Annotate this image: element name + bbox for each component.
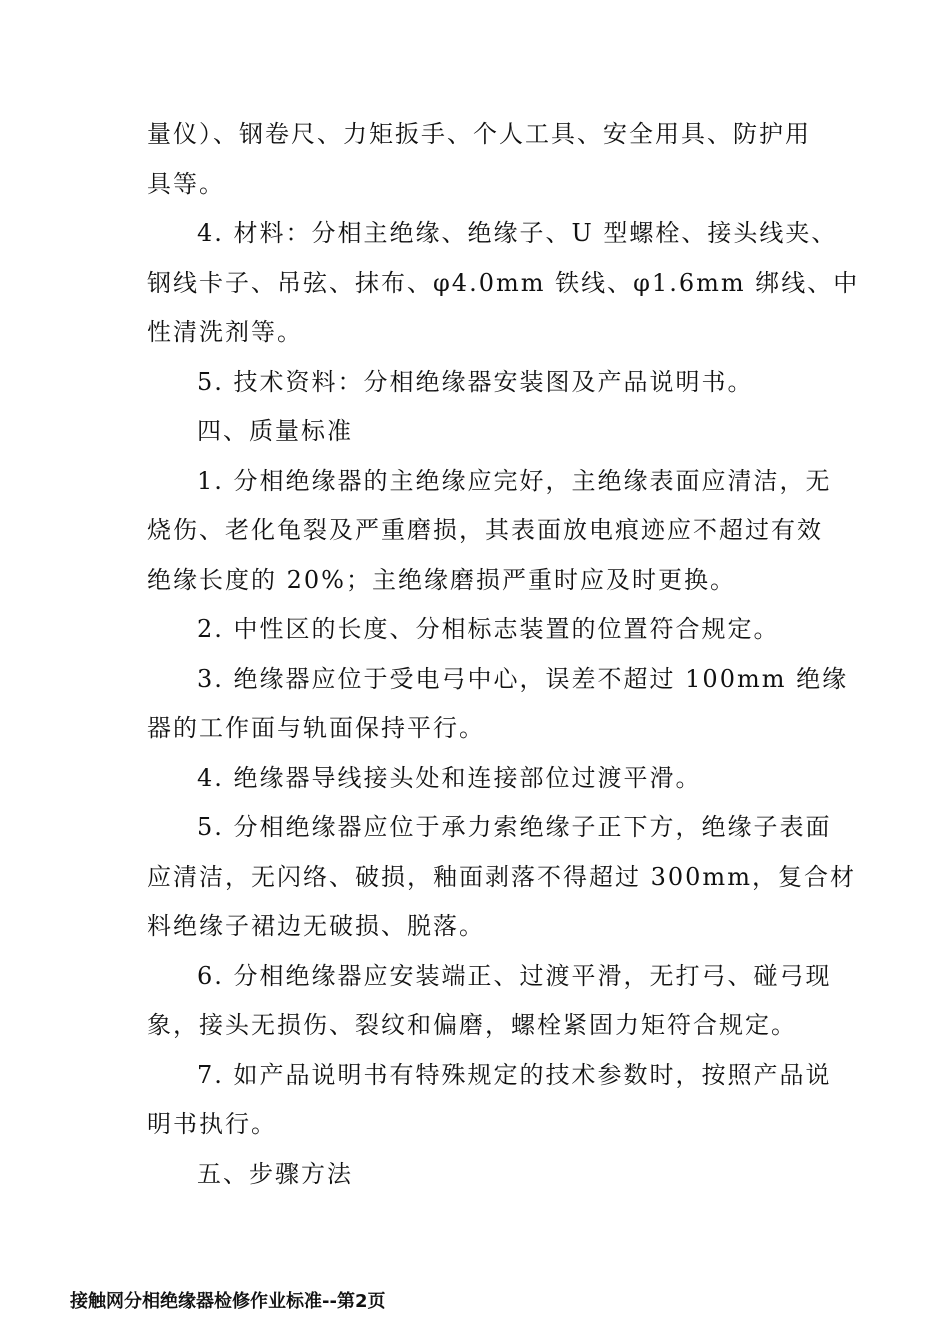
text-line-5: 性清洗剂等。 — [147, 318, 303, 346]
text-line-17: 料绝缘子裙边无破损、脱落。 — [147, 912, 485, 940]
text-line-4: 钢线卡子、吊弦、抹布、φ4.0mm 铁线、φ1.6mm 绑线、中 — [147, 268, 860, 297]
text-line-1: 量仪）、钢卷尺、力矩扳手、个人工具、安全用具、防护用 — [147, 120, 811, 148]
document-body — [147, 110, 860, 1199]
text-line-13: 器的工作面与轨面保持平行。 — [147, 714, 485, 742]
section-heading-steps: 五、步骤方法 — [197, 1159, 353, 1188]
text-line-6: 5. 技术资料：分相绝缘器安装图及产品说明书。 — [197, 367, 754, 396]
text-line-14: 4. 绝缘器导线接头处和连接部位过渡平滑。 — [197, 763, 702, 792]
text-line-9: 烧伤、老化龟裂及严重磨损，其表面放电痕迹应不超过有效 — [147, 516, 823, 544]
text-line-15: 5. 分相绝缘器应位于承力索绝缘子正下方，绝缘子表面 — [197, 813, 832, 841]
text-line-20: 7. 如产品说明书有特殊规定的技术参数时，按照产品说 — [197, 1060, 832, 1089]
text-line-8: 1. 分相绝缘器的主绝缘应完好，主绝缘表面应清洁，无 — [197, 466, 832, 495]
text-line-21: 明书执行。 — [147, 1110, 277, 1138]
text-line-2: 具等。 — [147, 169, 225, 198]
text-line-19: 象，接头无损伤、裂纹和偏磨，螺栓紧固力矩符合规定。 — [147, 1011, 797, 1039]
text-line-12: 3. 绝缘器应位于受电弓中心，误差不超过 100mm 绝缘 — [197, 664, 849, 693]
text-line-3: 4. 材料：分相主绝缘、绝缘子、U 型螺栓、接头线夹、 — [197, 219, 838, 247]
text-line-16: 应清洁，无闪络、破损，釉面剥落不得超过 300mm，复合材 — [147, 862, 856, 891]
text-line-10: 绝缘长度的 20%；主绝缘磨损严重时应及时更换。 — [147, 565, 736, 594]
text-line-11: 2. 中性区的长度、分相标志装置的位置符合规定。 — [197, 615, 780, 643]
text-line-18: 6. 分相绝缘器应安装端正、过渡平滑，无打弓、碰弓现 — [197, 961, 832, 990]
page-footer: 接触网分相绝缘器检修作业标准--第2页 — [70, 1291, 386, 1312]
section-heading-quality: 四、质量标准 — [197, 417, 353, 445]
